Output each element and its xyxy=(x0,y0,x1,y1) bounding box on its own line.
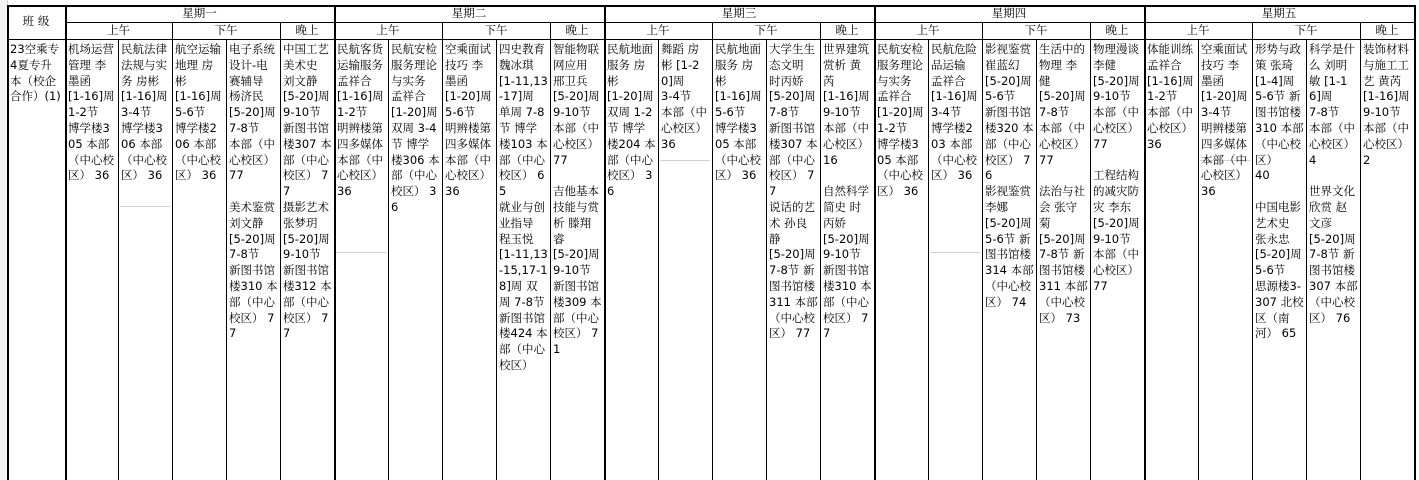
course-line: 9-10节 xyxy=(283,105,321,120)
course-cell xyxy=(1039,42,1088,479)
period-header: 下午 xyxy=(484,22,508,37)
grid-line-v xyxy=(1090,22,1091,480)
grid-line-v xyxy=(766,39,767,480)
course-line: 新图书馆楼307 本部（中心校区） 77 xyxy=(769,120,818,199)
course-line: 5-6节 xyxy=(985,89,1016,104)
grid-line-v xyxy=(442,22,443,480)
course-line: 4 xyxy=(1309,152,1317,167)
period-header: 上午 xyxy=(376,22,400,37)
period-header: 下午 xyxy=(754,22,778,37)
course-line: 3-4节 xyxy=(121,105,152,120)
course-line: 本部（中心校区） xyxy=(1309,120,1355,151)
grid-line-v xyxy=(928,39,929,480)
period-header: 晚上 xyxy=(1105,22,1129,37)
course-line: 博学楼305 本部（中心校区） 36 xyxy=(715,120,761,183)
grid-line-v xyxy=(1036,39,1037,480)
course-line: 空乘面试技巧 李墨函 xyxy=(445,42,491,88)
course-line: 77 xyxy=(553,152,568,167)
course-cell xyxy=(1255,42,1304,479)
grid-line-v xyxy=(982,22,983,480)
period-header: 上午 xyxy=(1186,22,1210,37)
grid-line-v xyxy=(172,22,173,480)
course-line: 四史教育 魏冰琪 [1-11,13-17]周 单周 7-8节 博学楼103 本部（中心校区） 65 xyxy=(499,42,549,199)
grid-line-v xyxy=(388,39,389,480)
course-line: 1-2节 xyxy=(337,105,368,120)
course-cell xyxy=(283,42,332,479)
course-line: [1-16]周 xyxy=(175,89,222,104)
period-header: 晚上 xyxy=(565,22,589,37)
grid-line-v xyxy=(604,5,606,480)
course-line: 1-2节 xyxy=(1147,89,1178,104)
course-line xyxy=(1039,168,1088,184)
course-line: 本部（中心校区） xyxy=(823,120,869,151)
course-line: 5-6节 xyxy=(175,105,206,120)
grid-line-v xyxy=(658,39,659,480)
course-line: 16 xyxy=(823,152,838,167)
course-line: 2 xyxy=(1363,152,1371,167)
period-header: 晚上 xyxy=(295,22,319,37)
course-cell xyxy=(391,42,440,479)
course-line xyxy=(229,184,278,200)
course-line: 7-8节 新图书馆楼311 本部（中心校区） 73 xyxy=(1039,247,1088,325)
course-line: 77 xyxy=(229,168,244,183)
course-line: 民航安检服务理论与实务 孟祥合 xyxy=(877,42,923,104)
course-line: [5-20]周 xyxy=(1309,231,1356,246)
course-line: 新图书馆楼312 本部（中心校区） 77 xyxy=(283,263,332,341)
course-line xyxy=(1309,168,1358,184)
period-header: 上午 xyxy=(107,22,130,37)
period-header: 下午 xyxy=(1024,22,1048,37)
course-line: 民航客货运输服务 孟祥合 xyxy=(337,42,387,88)
course-line xyxy=(823,168,872,184)
course-cell xyxy=(931,42,980,479)
course-line: 本部（中心校区） xyxy=(229,136,275,167)
course-cell xyxy=(661,42,710,479)
course-line: 9-10节 本部（中心校区） xyxy=(1093,231,1139,278)
course-line: 明辨楼第四多媒体 本部（中心校区） 36 xyxy=(445,120,495,199)
class-name-cell: 23空乘专4夏专升本（校企合作）(1) xyxy=(10,42,61,104)
course-line: 博学楼203 本部（中心校区） 36 xyxy=(931,120,977,183)
course-line: 36 xyxy=(661,136,676,151)
course-cell xyxy=(121,42,170,479)
course-line: 体能训练 孟祥合 [1-16]周 xyxy=(1147,42,1197,88)
grid-line-v xyxy=(334,5,336,480)
course-line: 智能物联网应用 邢卫兵 [5-20]周 xyxy=(553,42,600,104)
course-line: 工程结构的减灾防灾 李东 xyxy=(1093,168,1139,214)
course-line: 中国工艺美术史 刘文静 [5-20]周 xyxy=(283,42,330,104)
course-cell xyxy=(68,42,116,479)
course-line: 空乘面试技巧 李墨函 xyxy=(1201,42,1247,88)
course-line: [5-20]周 xyxy=(1039,89,1086,104)
course-line xyxy=(553,168,602,184)
course-line: 本部（中心校区） xyxy=(553,120,599,151)
course-line: [1-16]周 xyxy=(337,89,384,104)
course-cell xyxy=(1147,42,1196,479)
course-line: 影视鉴赏 李娜 xyxy=(985,184,1035,214)
course-line: [1-16]周 xyxy=(931,89,978,104)
course-line: 9-10节 xyxy=(553,105,591,120)
course-line: 说话的艺术 孙良静 xyxy=(769,199,815,246)
grid-line-v xyxy=(65,5,67,480)
grid-line-v xyxy=(1198,39,1199,480)
course-line: [5-20]周 xyxy=(1039,231,1086,246)
course-line: 影视鉴赏 崔蓝幻 [5-20]周 xyxy=(985,42,1035,88)
course-line: 7-8节 新图书馆楼311 本部（中心校区） 77 xyxy=(769,263,818,341)
course-line: 本部（中心校区） xyxy=(1039,120,1085,151)
course-cell xyxy=(1309,42,1358,479)
course-line: 本部（中心校区） xyxy=(1147,105,1193,135)
course-line: 5-6节 xyxy=(445,105,476,120)
course-line: 5-6节 新图书馆楼314 本部（中心校区） 74 xyxy=(985,231,1034,309)
grid-line-v xyxy=(7,5,9,480)
course-cell xyxy=(1363,42,1412,479)
course-line: 7-8节 xyxy=(229,247,260,262)
course-line: [1-20]周 双周 3-4节 博学楼306 本部（中心校区） 36 xyxy=(391,105,442,214)
course-line: 9-10节 xyxy=(1363,105,1401,120)
grid-line-v xyxy=(820,22,821,480)
course-line: 法治与社会 张守菊 xyxy=(1039,184,1085,230)
course-line: 新图书馆楼320 本部（中心校区） 76 xyxy=(985,105,1034,183)
grid-line-h xyxy=(7,39,66,40)
course-line: [1-16]周 xyxy=(823,89,870,104)
grid-line-v xyxy=(1144,5,1146,480)
course-line: 物理漫谈 李健 xyxy=(1093,42,1143,72)
course-line: 大学生生态文明 时丙娇 [5-20]周 xyxy=(769,42,816,104)
course-line: [5-20]周 xyxy=(1093,73,1140,88)
course-line: 40 xyxy=(1255,168,1270,183)
course-line: 美术鉴赏 刘文静 [5-20]周 xyxy=(229,199,279,246)
course-line: [1-16]周 xyxy=(68,89,115,104)
course-line: 7-8节 xyxy=(1039,105,1070,120)
course-cell xyxy=(1093,42,1142,479)
course-line: 世界建筑赏析 黄芮 xyxy=(823,42,869,88)
course-line: 博学楼305 本部（中心校区） 36 xyxy=(877,136,923,199)
grid-line-v xyxy=(1360,22,1361,480)
course-line: 77 xyxy=(1039,152,1054,167)
period-header: 上午 xyxy=(646,22,670,37)
course-cell xyxy=(553,42,602,479)
grid-line-h xyxy=(65,39,1415,40)
course-line xyxy=(1093,153,1142,169)
course-line: [1-20]周 xyxy=(877,105,924,120)
grid-line-v xyxy=(496,39,497,480)
period-header: 晚上 xyxy=(835,22,859,37)
course-line: 民航地面服务 房彬 xyxy=(715,42,761,88)
course-line: 3-4节 xyxy=(931,105,962,120)
course-cell xyxy=(769,42,818,479)
class-column-header: 班 级 xyxy=(22,14,50,29)
course-line: 机场运营管理 李墨函 xyxy=(68,42,114,88)
course-line: 77 xyxy=(1093,136,1108,151)
course-line: 9-10节 新图书馆楼310 本部（中心校区） 77 xyxy=(823,247,872,341)
course-line: [1-16]周 xyxy=(1363,89,1410,104)
course-cell xyxy=(823,42,872,479)
course-line: 明辨楼第四多媒体 本部（中心校区） 36 xyxy=(337,120,387,199)
course-line: 7-8节 新图书馆楼307 本部（中心校区） 76 xyxy=(1309,247,1358,325)
course-cell xyxy=(499,42,548,479)
course-line: 舞蹈 房彬 [1-20]周 xyxy=(661,42,700,88)
day-header: 星期三 xyxy=(721,5,757,20)
course-line: [5-20]周 xyxy=(985,215,1032,230)
course-cell xyxy=(175,42,224,479)
grid-line-v xyxy=(550,22,551,480)
course-line: 博学楼306 本部（中心校区） 36 xyxy=(121,120,167,183)
course-line: 7-8节 xyxy=(1309,105,1340,120)
course-line: 7-8节 xyxy=(769,105,800,120)
course-cell xyxy=(985,42,1034,479)
course-line: 36 xyxy=(1147,136,1162,151)
course-line: 世界文化欣赏 赵文彦 xyxy=(1309,184,1355,230)
period-header: 上午 xyxy=(916,22,940,37)
course-line: 5-6节 xyxy=(715,105,746,120)
course-line: 1-2节 xyxy=(877,120,908,135)
course-line: [5-20]周 xyxy=(553,247,600,262)
day-header: 星期五 xyxy=(1261,5,1297,20)
period-header: 下午 xyxy=(214,22,238,37)
course-line xyxy=(1255,184,1304,200)
course-line: [5-20]周 xyxy=(1093,215,1140,230)
course-line: 电子系统设计-电赛辅导 杨济民 [5-20]周 xyxy=(229,42,276,120)
course-cell xyxy=(1201,42,1250,479)
course-line: 5-6节 xyxy=(1255,263,1286,278)
day-header: 星期二 xyxy=(451,5,487,20)
course-line: 就业与创业指导 程玉悦 [1-11,13-15,17-18]周 双周 7-8节 新图书馆楼424 本部（中心校区） xyxy=(499,199,549,372)
day-header: 星期四 xyxy=(991,5,1027,20)
course-cell xyxy=(877,42,926,479)
course-line: 9-10节 xyxy=(1093,89,1131,104)
course-line: 1-2节 xyxy=(68,105,99,120)
course-line: [1-20]周 xyxy=(1201,89,1248,104)
grid-line-v xyxy=(712,22,713,480)
course-line: 民航危险品运输 孟祥合 xyxy=(931,42,977,88)
course-line: 思源楼3-307 北校区（南河） 65 xyxy=(1255,278,1304,341)
course-line: 77 xyxy=(1093,278,1108,293)
course-cell xyxy=(445,42,494,479)
course-line: [1-20]周 xyxy=(445,89,492,104)
course-line: 中国电影艺术史 张永忠 [5-20]周 xyxy=(1255,199,1302,262)
grid-line-v xyxy=(280,22,281,480)
course-line: 科学是什么 刘明敏 [1-16]周 xyxy=(1309,42,1355,104)
grid-line-v xyxy=(226,39,227,480)
course-line: [5-20]周 xyxy=(769,247,816,262)
grid-line-v xyxy=(1306,39,1307,480)
course-line: 7-8节 xyxy=(229,120,260,135)
course-line: 自然科学简史 时丙娇 xyxy=(823,184,869,230)
course-line: [1-16]周 xyxy=(715,89,762,104)
grid-line-v xyxy=(1252,22,1253,480)
course-line: 民航安检服务理论与实务 孟祥合 xyxy=(391,42,437,104)
grid-line-v xyxy=(874,5,876,480)
course-cell xyxy=(229,42,278,479)
course-line: [1-16]周 xyxy=(121,89,168,104)
grid-line-v xyxy=(1414,5,1416,480)
course-line: 航空运输地理 房彬 xyxy=(175,42,221,88)
course-line: 民航地面服务 房彬 xyxy=(607,42,653,88)
course-line: [5-20]周 xyxy=(823,231,870,246)
course-cell xyxy=(715,42,764,479)
course-line: 摄影艺术 张梦玥 [5-20]周 xyxy=(283,199,333,246)
course-line: 9-10节 新图书馆楼309 本部（中心校区） 71 xyxy=(553,263,602,357)
course-line: 吉他基本技能与赏析 滕翔睿 xyxy=(553,184,599,246)
course-line: 民航法律法规与实务 房彬 xyxy=(121,42,167,88)
course-line: 本部（中心校区） xyxy=(1363,120,1409,151)
grid-line-v xyxy=(118,39,119,480)
course-line: 博学楼206 本部（中心校区） 36 xyxy=(175,120,221,183)
course-line: 博学楼305 本部（中心校区） 36 xyxy=(68,120,114,183)
course-line: 明辨楼第四多媒体 本部（中心校区） 36 xyxy=(1201,120,1251,199)
course-line: 装饰材料与施工工艺 黄芮 xyxy=(1363,42,1409,88)
course-line: 3-4节 xyxy=(661,89,692,104)
course-line: 新图书馆楼307 本部（中心校区） 77 xyxy=(283,120,332,199)
course-line: 形势与政策 张琦 [1-4]周 5-6节 新图书馆楼310 本部（中心校区） xyxy=(1255,42,1304,167)
course-line: [1-20]周 双周 1-2节 博学楼204 本部（中心校区） 36 xyxy=(607,89,658,199)
course-cell xyxy=(337,42,386,479)
course-cell xyxy=(607,42,656,479)
course-line: 本部（中心校区） xyxy=(661,105,707,135)
course-line: 新图书馆楼310 本部（中心校区） 77 xyxy=(229,263,278,341)
course-line: 9-10节 xyxy=(283,247,321,262)
course-line: 9-10节 xyxy=(823,105,861,120)
period-header: 晚上 xyxy=(1375,22,1399,37)
course-line: 生活中的物理 李健 xyxy=(1039,42,1085,88)
day-header: 星期一 xyxy=(182,5,217,20)
course-line: 3-4节 xyxy=(1201,105,1232,120)
course-line: 本部（中心校区） xyxy=(1093,105,1139,135)
period-header: 下午 xyxy=(1294,22,1318,37)
